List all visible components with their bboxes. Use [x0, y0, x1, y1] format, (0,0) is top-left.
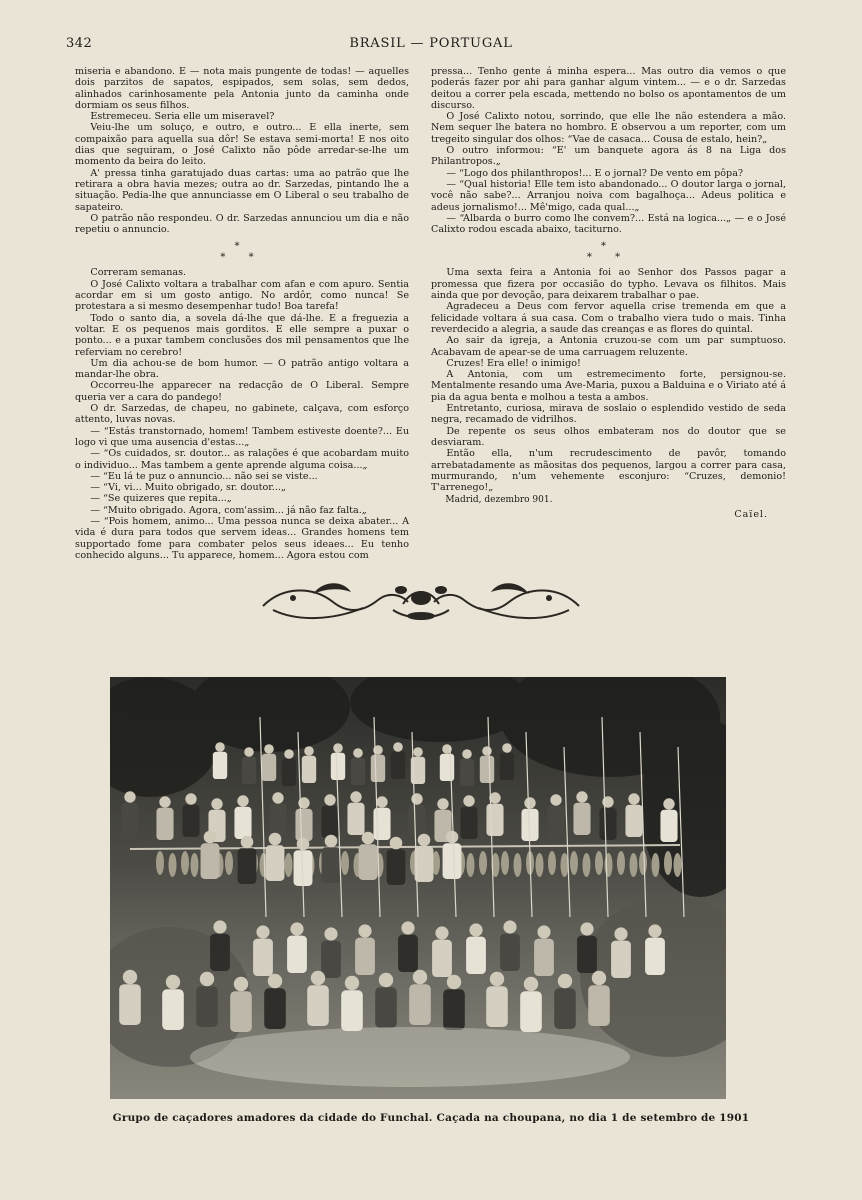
page-number: 342	[66, 36, 93, 51]
paragraph: pressa... Tenho gente á minha espera... Mas outro dia vemos o que poderás fazer por ahi para ganhar algum vintem... — e o dr. Sarzedas deitou a correr pela escada, mettendo no bolso os apontamentos de um discurso.	[431, 66, 786, 111]
right-column	[431, 66, 786, 520]
paragraph: O outro informou: “E' um banquete agora ás 8 na Liga dos Philantropos.„	[431, 145, 786, 168]
paragraph: Veiu-lhe um soluço, e outro, e outro... E ella inerte, sem compaixão para aquella sua dôr! Se estava semi-morta! E nos oito dias que seguiram, o José Calixto não pôde arredar-se-lhe um momento da beira do leito.	[75, 122, 409, 168]
left-column	[75, 66, 409, 561]
paragraph: Occorreu-lhe apparecer na redacção de O Liberal. Sempre queria ver a cara do pandego!	[75, 380, 409, 403]
paragraph: — “Pois homem, animo... Uma pessoa nunca se deixa abater... A vida é dura para todos que servem ideas... Grandes homens tem supportado fome para combater pelos seus ideaes... Eu tenho conhecido alguns... Tu apparece, homem... Agora estou com	[75, 515, 409, 561]
paragraph: — “Vi, vi... Muito obrigado, sr. doutor...„	[90, 482, 286, 494]
photo-caption: Grupo de caçadores amadores da cidade do Funchal. Caçada na choupana, no dia 1 de setembro de 1901	[112, 1112, 750, 1124]
paragraph: A' pressa tinha garatujado duas cartas: uma ao patrão que lhe retirara a obra havia mezes; outra ao dr. Sarzedas, pintando lhe a situação. Pedia-lhe que annunciasse em O Liberal o seu trabalho de sapateiro.	[75, 167, 409, 213]
paragraph: Agradeceu a Deus com fervor aquella crise tremenda em que a felicidade voltara á sua casa. Com o trabalho viera tudo o mais. Tinha reverdecido a alegria, a saude das creanças e as flores do quintal.	[431, 301, 786, 335]
paragraph: Ao sair da igreja, a Antonia cruzou-se com um par sumptuoso. Acabavam de apear-se de uma carruagem reluzente.	[431, 335, 786, 358]
dateline: Madrid, dezembro 901.	[445, 495, 553, 506]
paragraph: Correram semanas.	[90, 267, 187, 279]
section-separator: * * *	[220, 241, 264, 264]
decorative-ornament	[253, 576, 589, 626]
paragraph: Um dia achou-se de bom humor. — O patrão antigo voltara a mandar-lhe obra.	[75, 357, 409, 381]
paragraph: O José Calixto notou, sorrindo, que elle lhe não estendera a mão. Nem sequer lhe batera no hombro. E observou a um reporter, com um tregeito singular dos olhos: “Vae de casaca... Cousa de estalo, hein?„	[431, 111, 786, 145]
paragraph: — “Os cuidados, sr. doutor... as ralações é que acobardam muito o individuo... Mas tambem a gente aprende alguma coisa...„	[75, 448, 409, 471]
paragraph: — “Logo dos philanthropos!... E o jornal? De vento em pôpa?	[446, 167, 744, 179]
section-separator: * * *	[586, 241, 631, 264]
running-head: BRASIL — PORTUGAL	[349, 36, 513, 51]
paragraph: — “Eu lá te puz o annuncio... não sei se viste...	[90, 470, 318, 482]
paragraph: O José Calixto voltara a trabalhar com afan e com apuro. Sentia acordar em si um gosto antigo. No ardôr, como nunca! Se protestara a si mesmo desempenhar tudo! Boa tarefa!	[75, 278, 409, 313]
paragraph: — “Estás transtornado, homem! Tambem estiveste doente?... Eu logo vi que uma ausencia d'estas...„	[75, 425, 409, 448]
paragraph: — “Muito obrigado. Agora, com'assim... já não faz falta.„	[90, 504, 367, 516]
paragraph: O dr. Sarzedas, de chapeu, no gabinete, calçava, com esforço attento, luvas novas.	[75, 403, 409, 426]
author-signature: Caïel.	[734, 508, 768, 520]
photo-illustration	[110, 677, 726, 1099]
paragraph: Cruzes! Era elle! o inimigo!	[446, 357, 581, 369]
hunting-group-photograph	[110, 677, 726, 1099]
paragraph: A Antonia, com um estremecimento forte, persignou-se. Mentalmente resando uma Ave-Maria, puxou a Balduina e o Viriato até á pia da agua benta e molhou a testa a ambos.	[431, 369, 786, 403]
paragraph: O patrão não respondeu. O dr. Sarzedas annunciou um dia e não repetiu o annuncio.	[75, 212, 409, 236]
paragraph: Então ella, n'um recrudescimento de pavôr, tomando arrebatadamente as mãositas dos pequenos, largou a correr para casa, murmurando, n'um vehemente esconjuro: “Cruzes, demonio! T'arrenego!„	[431, 448, 786, 494]
paragraph: Entretanto, curiosa, mirava de soslaio o esplendido vestido de seda negra, recamado de vidrilhos.	[431, 403, 786, 426]
paragraph: Todo o santo dia, a sovela dá-lhe que dá-lhe. E a freguezia a voltar. E os pequenos mais gorditos. E elle sempre a puxar o ponto... e a puxar tambem conclusões dos mil pensamentos que lhe referviam no cerebro!	[75, 312, 409, 358]
paragraph: miseria e abandono. E — nota mais pungente de todas! — aquelles dois parzitos de sapatos, espipados, sem solas, sem dedos, alinhados carinhosamente pela Antonia junto da caminha onde dormiam os seus filhos.	[75, 66, 409, 111]
paragraph: — “Albarda o burro como lhe convem?... Está na logica...„ — e o José Calixto rodou escada abaixo, taciturno.	[431, 212, 786, 236]
paragraph: Uma sexta feira a Antonia foi ao Senhor dos Passos pagar a promessa que fizera por occasião do typho. Levava os filhitos. Mais ainda que por devoção, para deixarem trabalhar o pae.	[431, 267, 786, 302]
paragraph: De repente os seus olhos embateram nos do doutor que se desviaram.	[431, 425, 786, 448]
paragraph: Estremeceu. Seria elle um miseravel?	[90, 111, 275, 123]
paragraph: — “Se quizeres que repita...„	[90, 493, 232, 505]
paragraph: — “Qual historia! Elle tem isto abandonado... O doutor larga o jornal, você não sabe?... Arranjou noiva com bagalhoça... Adeus politica e adeus jornalismo!... Mê'migo, cada qual...„	[431, 178, 786, 213]
